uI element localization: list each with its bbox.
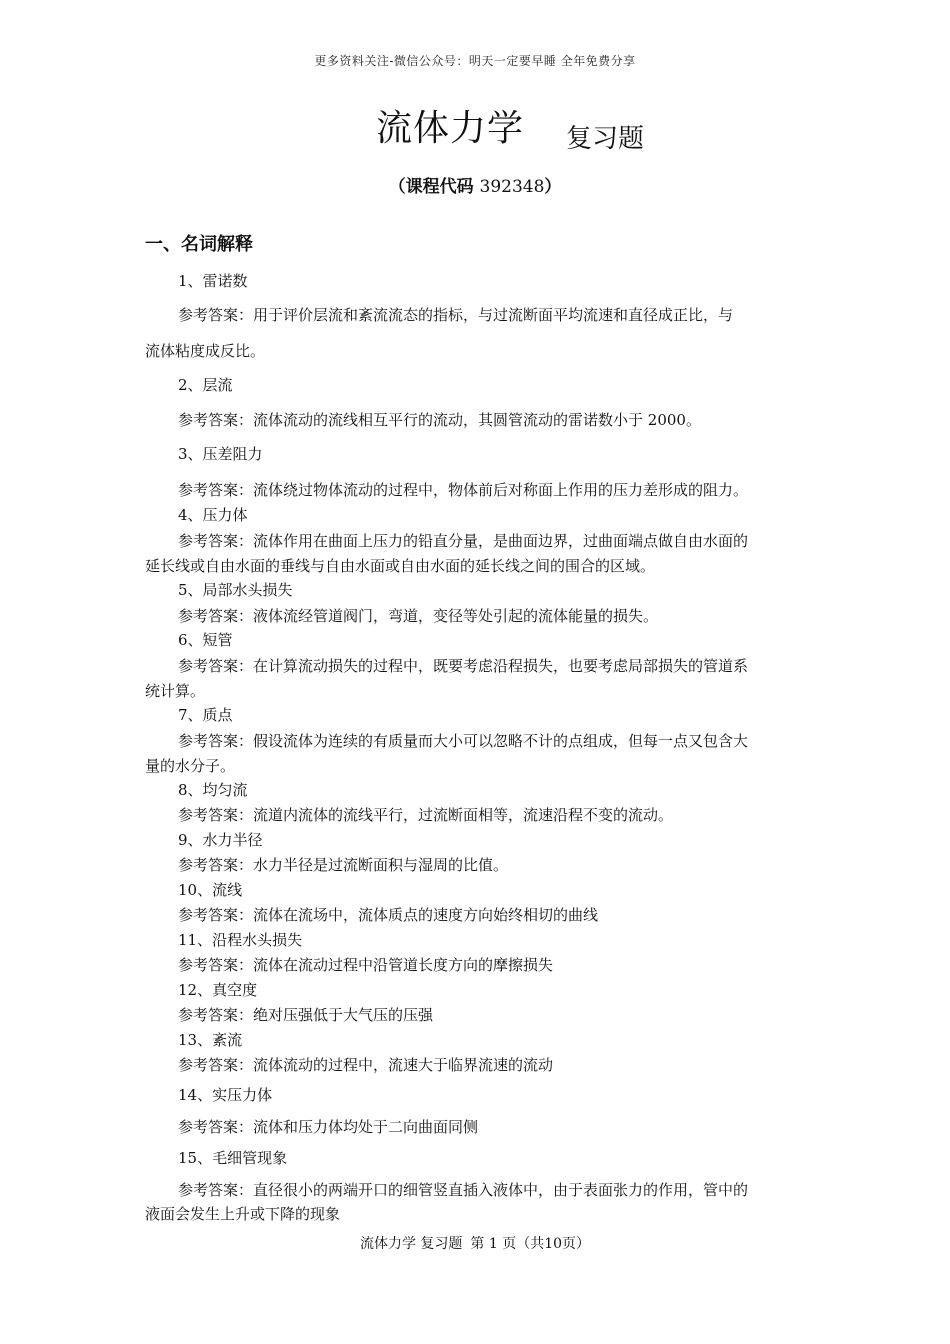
answer-7: 参考答案：假设流体为连续的有质量而大小可以忽略不计的点组成，但每一点又包含大 <box>178 732 749 750</box>
course-code-label: （课程代码 <box>388 177 480 197</box>
course-code-number: 392348 <box>479 177 545 197</box>
course-code-close: ） <box>544 177 562 197</box>
term-15: 15、毛细管现象 <box>178 1149 288 1167</box>
footer-page-number: 第 1 页 <box>470 1236 517 1252</box>
answer-1-continued: 流体粘度成反比。 <box>145 342 266 360</box>
term-3: 3、压差阻力 <box>178 445 263 463</box>
term-8: 8、均匀流 <box>178 781 248 799</box>
answer-5: 参考答案：液体流经管道阀门，弯道，变径等处引起的流体能量的损失。 <box>178 607 659 625</box>
term-5: 5、局部水头损失 <box>178 581 293 599</box>
answer-9: 参考答案：水力半径是过流断面积与湿周的比值。 <box>178 856 509 874</box>
answer-3: 参考答案：流体绕过物体流动的过程中，物体前后对称面上作用的压力差形成的阻力。 <box>178 481 749 499</box>
footer-doc-title: 流体力学 复习题 <box>359 1236 463 1252</box>
term-11: 11、沿程水头损失 <box>178 931 303 949</box>
answer-4-continued: 延长线或自由水面的垂线与自由水面或自由水面的延长线之间的围合的区域。 <box>145 557 656 575</box>
term-1: 1、雷诺数 <box>178 272 248 290</box>
answer-6-continued: 统计算。 <box>145 682 206 700</box>
answer-12: 参考答案：绝对压强低于大气压的压强 <box>178 1006 434 1024</box>
term-13: 13、紊流 <box>178 1031 243 1049</box>
term-14: 14、实压力体 <box>178 1086 273 1104</box>
term-9: 9、水力半径 <box>178 831 263 849</box>
document-title: 流体力学 <box>376 108 525 149</box>
footer-page-total: （共10页） <box>516 1236 591 1252</box>
term-12: 12、真空度 <box>178 981 258 999</box>
answer-6: 参考答案：在计算流动损失的过程中，既要考虑沿程损失，也要考虑局部损失的管道系 <box>178 657 749 675</box>
section-heading: 一、名词解释 <box>145 234 253 255</box>
answer-2: 参考答案：流体流动的流线相互平行的流动，其圆管流动的雷诺数小于 2000。 <box>178 411 701 429</box>
term-2: 2、层流 <box>178 376 233 394</box>
document-subtitle: 复习题 <box>566 124 645 154</box>
header-note: 更多资料关注-微信公众号：明天一定要早睡 全年免费分享 <box>314 54 636 68</box>
page-footer <box>0 1233 950 1253</box>
term-10: 10、流线 <box>178 881 243 899</box>
term-7: 7、质点 <box>178 706 233 724</box>
term-6: 6、短管 <box>178 631 233 649</box>
answer-13: 参考答案：流体流动的过程中，流速大于临界流速的流动 <box>178 1056 554 1074</box>
answer-10: 参考答案：流体在流场中，流体质点的速度方向始终相切的曲线 <box>178 906 599 924</box>
answer-8: 参考答案：流道内流体的流线平行，过流断面相等，流速沿程不变的流动。 <box>178 806 674 824</box>
answer-15: 参考答案：直径很小的两端开口的细管竖直插入液体中，由于表面张力的作用，管中的 <box>178 1181 749 1199</box>
answer-7-continued: 量的水分子。 <box>145 757 236 775</box>
answer-4: 参考答案：流体作用在曲面上压力的铅直分量，是曲面边界，过曲面端点做自由水面的 <box>178 532 749 550</box>
answer-14: 参考答案：流体和压力体均处于二向曲面同侧 <box>178 1118 479 1136</box>
answer-15-continued: 液面会发生上升或下降的现象 <box>145 1205 341 1223</box>
term-4: 4、压力体 <box>178 506 248 524</box>
answer-1: 参考答案：用于评价层流和紊流流态的指标，与过流断面平均流速和直径成正比，与 <box>178 306 734 324</box>
answer-11: 参考答案：流体在流动过程中沿管道长度方向的摩擦损失 <box>178 956 554 974</box>
course-code <box>0 172 950 197</box>
